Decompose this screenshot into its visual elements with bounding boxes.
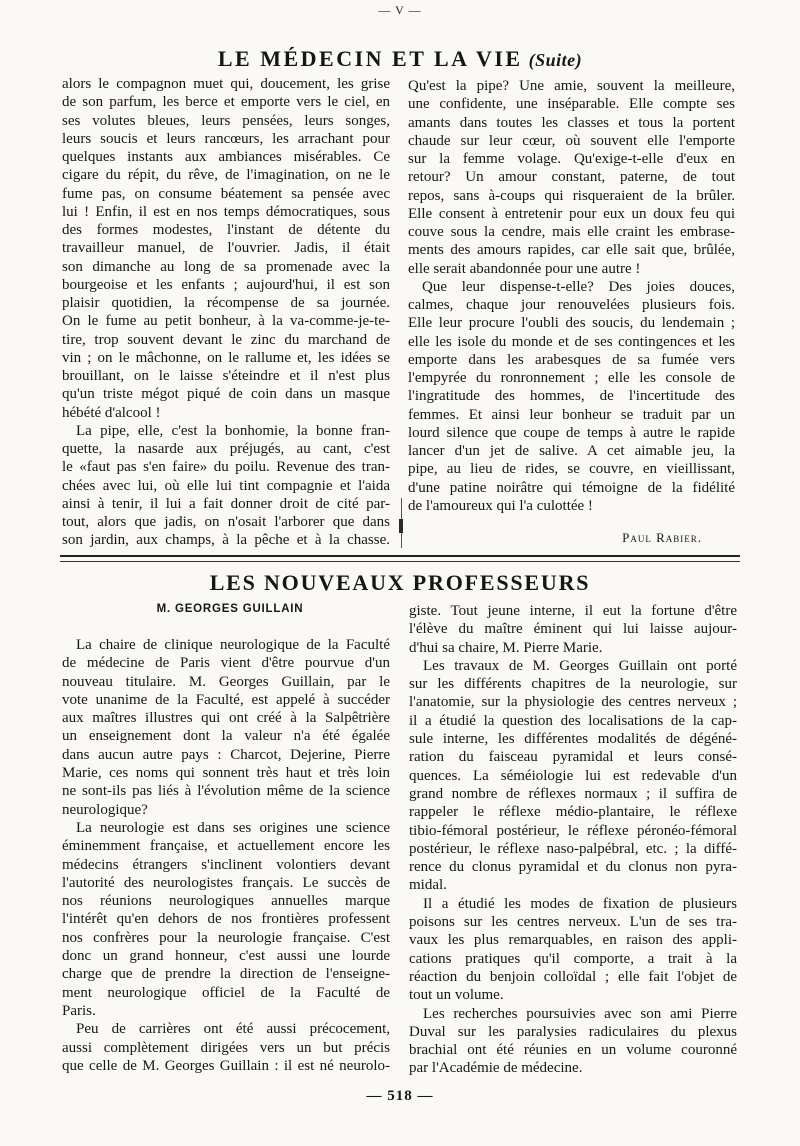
text-line: elle serait abandonnée pour une autre ! (408, 260, 641, 277)
text-line: Il a étudié les modes de fixation de plusieurs (423, 895, 737, 912)
text-line: vote unanime de la Faculté, est appelé à succéder (62, 691, 390, 708)
column-right (408, 77, 735, 515)
text-line: emporte dans les arabesques de sa fumée vers (408, 351, 735, 368)
text-line: pipe, au lieu de rides, se couvre, en vieillissant, (408, 461, 735, 478)
text-line: nos confrères pour la neurologie française. C'est (62, 929, 390, 946)
text-line: ration du faisceau pyramidal et leurs consé- (409, 749, 737, 766)
text-line: sur la femme volage. Qu'exige-t-elle d'eux en (408, 151, 735, 167)
text-line: de l'amoureux qui l'a culottée ! (408, 497, 593, 514)
text-line: fume pas, on consume béatement sa pensée avec (62, 185, 390, 202)
text-line: giste. Tout jeune interne, il eut la fortune d'être (409, 603, 737, 619)
text-line: son jardin, aux champs, à la pêche et à la chasse. (62, 532, 390, 549)
column-left (62, 636, 390, 1075)
text-line: chaude sur leur cœur, où souvent elle l'emporte (408, 132, 735, 149)
text-line: poisons sur les centres nerveux. L'un de ses tra- (409, 914, 737, 931)
text-line: brachial ont été réunies en un volume couronné (409, 1042, 737, 1059)
text-line: il a étudié la question des localisations de la cap- (409, 712, 737, 729)
paragraph (62, 819, 390, 1020)
text-line: elle les isole du monde et de ses contingences et les (408, 333, 735, 350)
text-line: aux maîtres illustres qui ont créé à la Salpêtrière (62, 710, 390, 727)
text-line: donc un grand honneur, c'est aussi une lourde (62, 948, 390, 965)
text-line: sur les différents chapitres de la neurologie, sur (409, 676, 737, 693)
text-line: La pipe, elle, c'est la bonhomie, la bonne fran- (76, 422, 390, 439)
text-line: l'intérêt qu'en dehors de nos frontières professent (62, 911, 390, 928)
text-line: dans aucun autre pays : Charcot, Dejerine, Pierre (62, 746, 390, 763)
column-left (62, 75, 390, 550)
text-line: Duval sur les paralysies radiculaires du plexus (409, 1023, 737, 1040)
text-line: lancer d'un jet de salive. A cet aimable jeu, la (408, 443, 735, 459)
paragraph (409, 657, 737, 895)
text-line: Les travaux de M. Georges Guillain ont porté (423, 657, 737, 674)
text-line: des formes modestes, l'instant de détente du (62, 222, 390, 238)
text-line: un enseignement dont la valeur n'a été égalée (62, 728, 390, 745)
paragraph (409, 1005, 737, 1078)
text-line: vin ; on le mâchonne, on le rallume et, les idées se (62, 349, 390, 366)
text-line: éminemment française, et actuellement encore les (62, 838, 390, 855)
text-line: tout un volume. (409, 987, 504, 1004)
text-line: neurologique? (62, 801, 148, 818)
paragraph (409, 602, 737, 657)
text-line: l'autorité des neurologistes français. Le succès de (62, 874, 390, 891)
text-line: cigare du répit, du rêve, de l'imagination, on ne le (62, 167, 390, 184)
author-signature: Paul Rabier. (622, 530, 702, 545)
text-line: qu'un triste mégot piqué de coin dans un masque (62, 386, 390, 403)
text-line: nos réunions neurologiques annuelles marque (62, 893, 390, 910)
text-line: tire, trop souvent devant le zinc du marchand de (62, 331, 390, 348)
text-line: lui ! Enfin, il est en nos temps démocratiques, sous (62, 203, 390, 220)
text-line: quelques instants aux ambiances misérables. Ce (62, 149, 390, 165)
text-line: ses volutes bleues, leurs pensées, leurs songes, (62, 112, 390, 129)
running-header: — V — (378, 3, 422, 17)
text-line: couve sous la cendre, mais elle craint les embrase- (408, 224, 735, 240)
text-line: rence du clonus pyramidal et du clonus non pyra- (409, 859, 737, 876)
text-line: Qu'est la pipe? Une amie, souvent la meilleure, (408, 78, 735, 94)
text-line: sule interne, les différentes modalités de dégéné- (409, 731, 737, 748)
text-line: rappeler le réflexe médio-plantaire, le réflexe (409, 804, 737, 821)
text-line: que celle de M. Georges Guillain : il est né neurolo- (62, 1057, 390, 1074)
text-line: d'une patine noirâtre qui témoigne de la fidélité (408, 479, 735, 496)
text-line: retour? Un amour constant, paterne, de tout (408, 169, 735, 186)
text-line: charge que de prendre la direction de l'enseigne- (62, 966, 390, 983)
section-divider-thick (60, 555, 740, 557)
text-line: La chaire de clinique neurologique de la Faculté (76, 637, 390, 653)
text-line: Que leur dispense-t-elle? Des joies douces, (422, 278, 735, 295)
paragraph (62, 75, 390, 422)
text-line: de son parfum, les berce et emporte vers le ciel, en (62, 94, 390, 111)
page-number: — 518 — (366, 1088, 434, 1104)
paragraph (408, 278, 735, 515)
text-line: Marie, ces noms qui sonnent très haut et très loin (62, 765, 390, 782)
text-line: médecins étrangers s'inclinent volontiers devant (62, 856, 390, 873)
text-line: Elle consent à entretenir pour eux un doux feu qui (408, 205, 735, 222)
text-line: brouillant, on le laisse s'éteindre et il n'est plus (62, 368, 390, 384)
text-line: ment neurologique officiel de la Faculté de (62, 984, 390, 1001)
text-line: ne sont-ils pas liés à l'évolution même de la science (62, 783, 390, 800)
text-line: nouveau titulaire. M. Georges Guillain, par le (62, 673, 390, 690)
text-line: réaction du benjoin colloïdal ; elle fait l'objet de (409, 968, 737, 985)
text-line: l'empyrée du ronronnement ; elle les console de (408, 370, 735, 386)
text-line: calmes, chaque jour renouvelées plusieurs fois. (408, 297, 735, 313)
paragraph (62, 636, 390, 819)
text-line: ainsi à tenir, il lui a fait donner droit de cité par- (62, 495, 390, 512)
text-line: de médecine de Paris vient d'être pourvue d'un (62, 655, 390, 672)
text-line: alors le compagnon muet qui, doucement, les grise (62, 76, 390, 92)
text-line: lourd silence que coupe de temps à autre le rapide (408, 424, 735, 441)
text-line: Peu de carrières ont été aussi précocement, (76, 1021, 390, 1038)
text-line: plaisir quotidien, la récompense de sa journée. (62, 295, 390, 311)
text-line: amants dans toutes les classes et tous la portent (408, 114, 735, 131)
text-line: l'élève du maître éminent qui lui laisse aujour- (409, 621, 737, 638)
article-title-main: LE MÉDECIN ET LA VIE (217, 46, 523, 71)
paragraph (408, 77, 735, 278)
text-line: travailleur manuel, de l'ouvrier. Jadis, il était (62, 240, 390, 257)
text-line: une confidente, une inséparable. Elle compte ses (408, 96, 735, 113)
text-line: Paris. (62, 1002, 96, 1019)
article-subheading: M. GEORGES GUILLAIN (156, 603, 304, 615)
text-line: Les recherches poursuivies avec son ami Pierre (423, 1005, 737, 1022)
text-line: par l'Académie de médecine. (409, 1060, 583, 1077)
paragraph (62, 422, 390, 550)
text-line: Elle leur procure l'oubli des soucis, du lendemain ; (408, 315, 735, 332)
text-line: son dimanche au long de sa promenade avec la (62, 258, 390, 275)
text-line: l'anatomie, sur la physiologie des centres nerveux ; (409, 694, 737, 711)
paragraph (409, 895, 737, 1005)
article-title (0, 46, 800, 73)
text-line: aussi complètement dirigées vers un but précis (62, 1039, 390, 1056)
text-line: grand nombre de réflexes normaux ; il suffira de (409, 785, 737, 802)
text-line: hébété d'alcool ! (62, 404, 161, 421)
text-line: ments des amours rapides, car elle sait que, brûlée, (408, 242, 735, 259)
text-line: d'hui sa chaire, M. Pierre Marie. (409, 639, 603, 656)
text-line: chées avec lui, où elle lui tint compagnie et l'aida (62, 477, 390, 494)
text-line: quences. La séméiologie lui est redevable d'un (409, 767, 737, 784)
text-line: leurs soucis et leurs rancœurs, les arrachant pour (62, 130, 390, 147)
column-right (409, 602, 737, 1078)
text-line: On le fume au petit bonheur, à la va-comme-je-te- (62, 313, 390, 330)
paragraph (62, 1020, 390, 1075)
text-line: l'ingratitude des hommes, de l'incertitude des (408, 388, 735, 405)
text-line: tout, alors que jadis, on n'osait l'arborer que dans (62, 514, 390, 530)
text-line: quette, la nasarde aux préjugés, au cant, c'est (62, 441, 390, 457)
text-line: La neurologie est dans ses origines une science (76, 819, 390, 836)
text-line: midal. (409, 877, 447, 894)
text-line: bourgeoise et les enfants ; aujourd'hui, il est son (62, 276, 390, 293)
text-line: le «faut pas s'en faire» du poilu. Revenue des tran- (62, 459, 390, 476)
text-line: tibio-fémoral postérieur, le réflexe péronéo-fémoral (409, 822, 737, 839)
article-title: LES NOUVEAUX PROFESSEURS (209, 570, 591, 595)
section-divider-thin (60, 561, 740, 562)
article-title-suffix: (Suite) (528, 50, 583, 70)
text-line: repos, sans à-coups qui risqueraient de la brûler. (408, 187, 735, 204)
text-line: postérieur, le réflexe naso-palpébral, etc. ; la diffé- (409, 840, 737, 857)
column-rule-mark-block (399, 519, 403, 533)
text-line: vaux les plus remarquables, en raison des appli- (409, 932, 737, 949)
text-line: femmes. Et ainsi leur bonheur se traduit par un (408, 406, 735, 423)
text-line: cations pratiques qu'il comporte, a trait à la (409, 950, 737, 967)
